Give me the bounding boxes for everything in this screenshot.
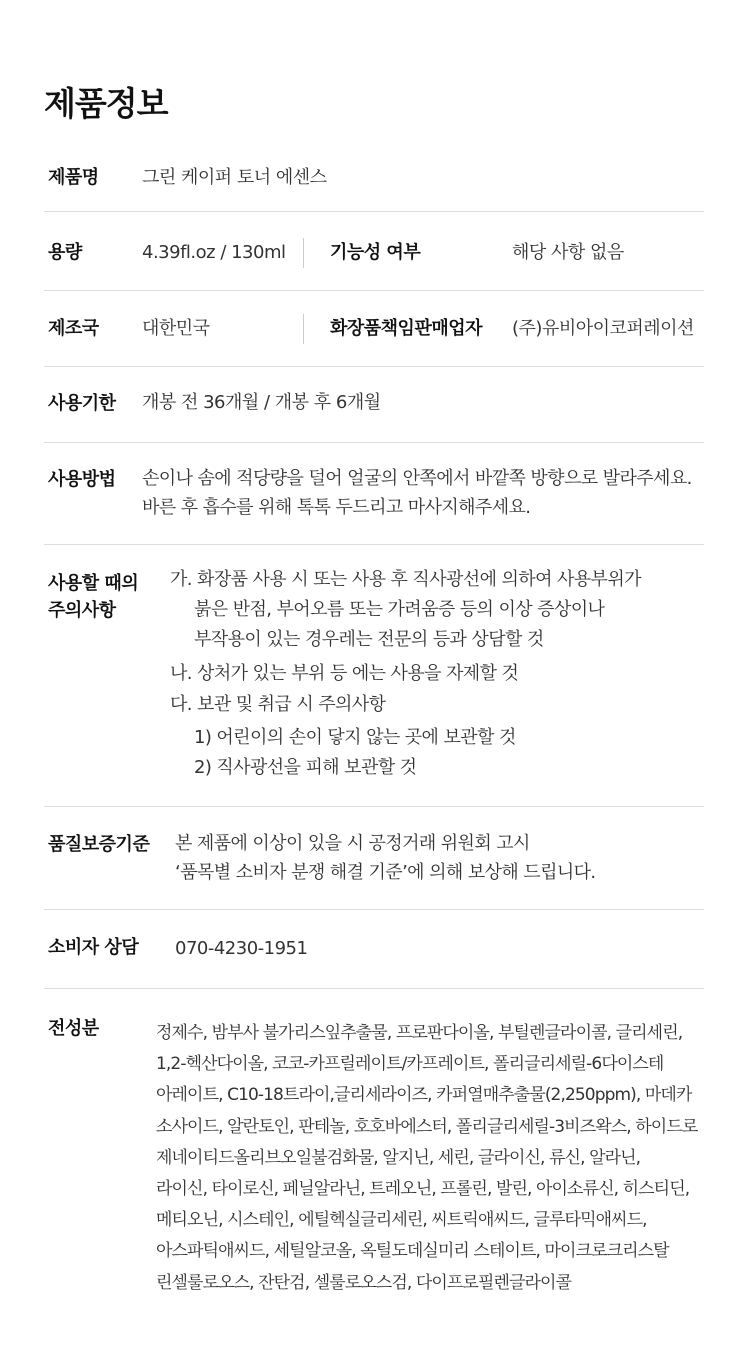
divider: [44, 211, 704, 212]
caution-subitem: 1) 어린이의 손이 닿지 않는 곳에 보관할 것: [194, 727, 516, 748]
quality-line: 본 제품에 이상이 있을 시 공정거래 위원회 고시: [175, 833, 530, 854]
ingredients-line: 아스파틱애씨드, 세틸알코올, 옥틸도데실미리 스테이트, 마이크로크리스탈: [156, 1241, 669, 1262]
caution-subitem: 2) 직사광선을 피해 보관할 것: [194, 757, 417, 778]
divider: [44, 442, 704, 443]
seller-label: 화장품책임판매업자: [330, 318, 482, 339]
caution-label-line2: 주의사항: [48, 600, 116, 621]
usage-label: 사용방법: [48, 469, 116, 490]
ingredients-line: 정제수, 밤부사 불가리스잎추출물, 프로판다이올, 부틸렌글라이콜, 글리세린,: [156, 1023, 683, 1043]
divider: [44, 988, 704, 989]
functional-value: 해당 사항 없음: [512, 242, 624, 263]
quality-label: 품질보증기준: [48, 834, 150, 855]
expiry-value: 개봉 전 36개월 / 개봉 후 6개월: [142, 392, 381, 413]
divider: [44, 909, 704, 910]
column-divider: [303, 238, 304, 268]
column-divider: [303, 314, 304, 344]
divider: [44, 806, 704, 807]
quality-line: ‘품목별 소비자 분쟁 해결 기준’에 의해 보상해 드립니다.: [175, 862, 596, 883]
quality-text: [175, 829, 596, 887]
product-name-value: 그린 케이퍼 토너 에센스: [142, 167, 327, 188]
caution-item-ga-line: 붉은 반점, 부어오름 또는 가려움증 등의 이상 증상이나: [194, 599, 605, 620]
product-name-label: 제품명: [48, 167, 99, 188]
caution-item-ga: 가. 화장품 사용 시 또는 사용 후 직사광선에 의하여 사용부위가: [170, 569, 641, 590]
ingredients-text: [156, 1018, 711, 1299]
divider: [44, 290, 704, 291]
ingredients-line: 제네이티드올리브오일불검화물, 알지닌, 세린, 글라이신, 류신, 알라닌,: [156, 1147, 641, 1168]
volume-value: 4.39fl.oz / 130ml: [142, 242, 286, 263]
expiry-label: 사용기한: [48, 393, 116, 414]
ingredients-line: 메티오닌, 시스테인, 에틸헥실글리세린, 씨트릭애씨드, 글루타믹애씨드,: [156, 1210, 647, 1231]
divider: [44, 544, 704, 545]
divider: [44, 366, 704, 367]
ingredients-line: 아레이트, C10-18트라이,글리세라이즈, 카퍼열매추출물(2,250ppm), 마데카: [156, 1085, 692, 1106]
ingredients-line: 린셀룰로오스, 잔탄검, 셀룰로오스검, 다이프로필렌글라이콜: [156, 1272, 572, 1293]
ingredients-label: 전성분: [48, 1018, 99, 1039]
ingredients-line: 1,2-헥산다이올, 코코-카프릴레이트/카프레이트, 폴리글리세릴-6다이스테: [156, 1054, 664, 1075]
country-value: 대한민국: [142, 318, 210, 339]
ingredients-line: 라이신, 타이로신, 페닐알라닌, 트레오닌, 프롤린, 발린, 아이소류신, 히스티딘,: [156, 1178, 690, 1199]
caution-item-na: 나. 상처가 있는 부위 등 에는 사용을 자제할 것: [170, 663, 519, 684]
caution-item-ga-line: 부작용이 있는 경우레는 전문의 등과 상담할 것: [194, 629, 544, 650]
usage-text: [142, 464, 692, 522]
usage-line: 손이나 솜에 적당량을 덜어 얼굴의 안쪽에서 바깥쪽 방향으로 발라주세요.: [142, 468, 692, 489]
consumer-phone: 070-4230-1951: [175, 938, 308, 959]
ingredients-line: 소사이드, 알란토인, 판테놀, 호호바에스터, 폴리글리세릴-3비즈왁스, 하이드로: [156, 1116, 698, 1137]
functional-label: 기능성 여부: [330, 242, 421, 263]
consumer-label: 소비자 상담: [48, 937, 139, 958]
caution-label-line1: 사용할 때의: [48, 573, 139, 594]
seller-value: (주)유비아이코퍼레이션: [512, 318, 694, 339]
volume-label: 용량: [48, 242, 82, 263]
caution-item-da: 다. 보관 및 취급 시 주의사항: [170, 694, 386, 715]
country-label: 제조국: [48, 318, 99, 339]
usage-line: 바른 후 흡수를 위해 톡톡 두드리고 마사지해주세요.: [142, 497, 531, 518]
page-title: 제품정보: [44, 84, 168, 123]
